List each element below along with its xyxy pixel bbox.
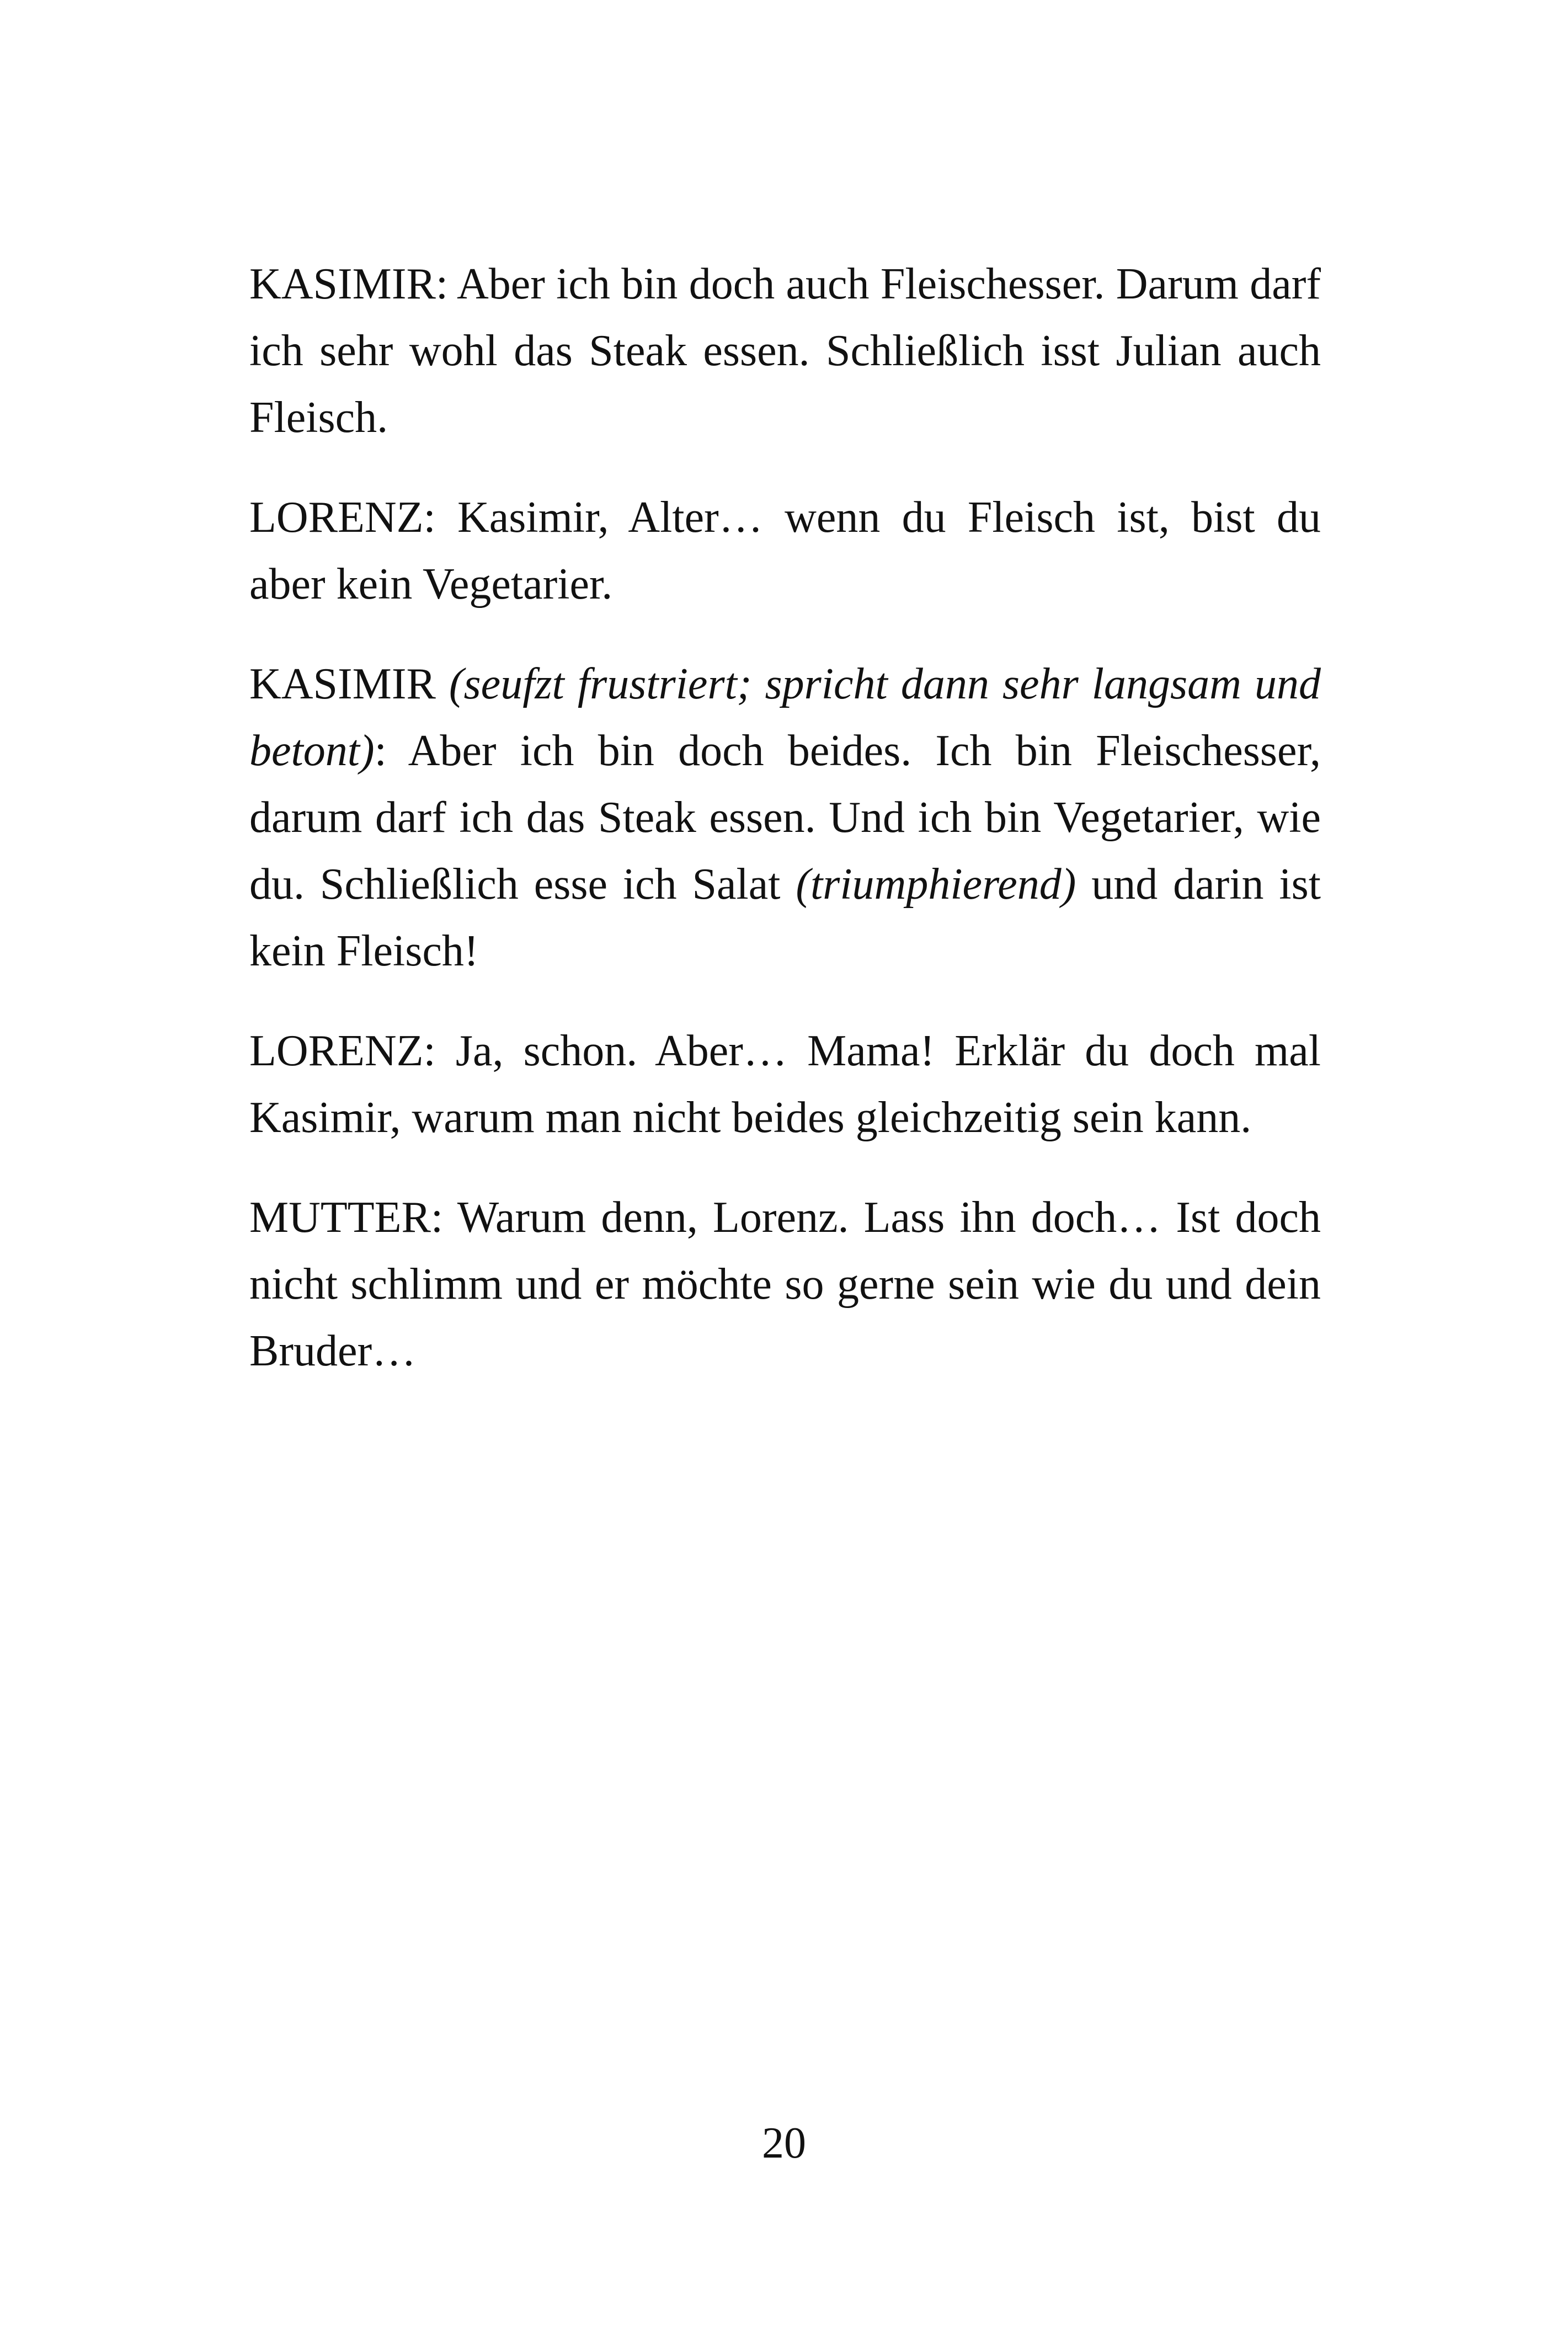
page-number: 20 xyxy=(762,2119,806,2168)
dialogue-paragraph xyxy=(249,1184,1321,1385)
stage-direction: (seufzt frustriert; spricht dann sehr langsam und betont) xyxy=(249,660,1321,775)
dialogue-paragraph xyxy=(249,651,1321,985)
dialogue-text xyxy=(249,251,1321,1385)
dialogue-line: Aber ich bin doch auch Fleischesser. Darum darf ich sehr wohl das Steak essen. Schließlich isst Julian auch Fleisch. xyxy=(249,260,1321,442)
dialogue-paragraph xyxy=(249,251,1321,451)
dialogue-paragraph xyxy=(249,1018,1321,1151)
dialogue-line: und darin ist kein Fleisch! xyxy=(249,860,1321,975)
dialogue-line: : Aber ich bin doch beides. Ich bin Fleischesser, darum darf ich das Steak essen. Und ich bin Vegetarier, wie du. Schließlich esse ich Salat xyxy=(249,727,1321,909)
speaker-name: MUTTER: xyxy=(249,1193,444,1242)
speaker-name: LORENZ: xyxy=(249,1027,436,1075)
speaker-name: KASIMIR: xyxy=(249,260,449,308)
dialogue-line: Warum denn, Lorenz. Lass ihn doch… Ist doch nicht schlimm und er möchte so gerne sein wie du und dein Bruder… xyxy=(249,1193,1321,1375)
stage-direction: (triumphierend) xyxy=(796,860,1076,909)
dialogue-paragraph xyxy=(249,484,1321,618)
dialogue-line: Ja, schon. Aber… Mama! Erklär du doch mal Kasimir, warum man nicht beides gleichzeitig sein kann. xyxy=(249,1027,1321,1142)
speaker-name: KASIMIR xyxy=(249,660,436,708)
speaker-name: LORENZ: xyxy=(249,493,436,542)
dialogue-line: Kasimir, Alter… wenn du Fleisch ist, bist du aber kein Vegetarier. xyxy=(249,493,1321,608)
